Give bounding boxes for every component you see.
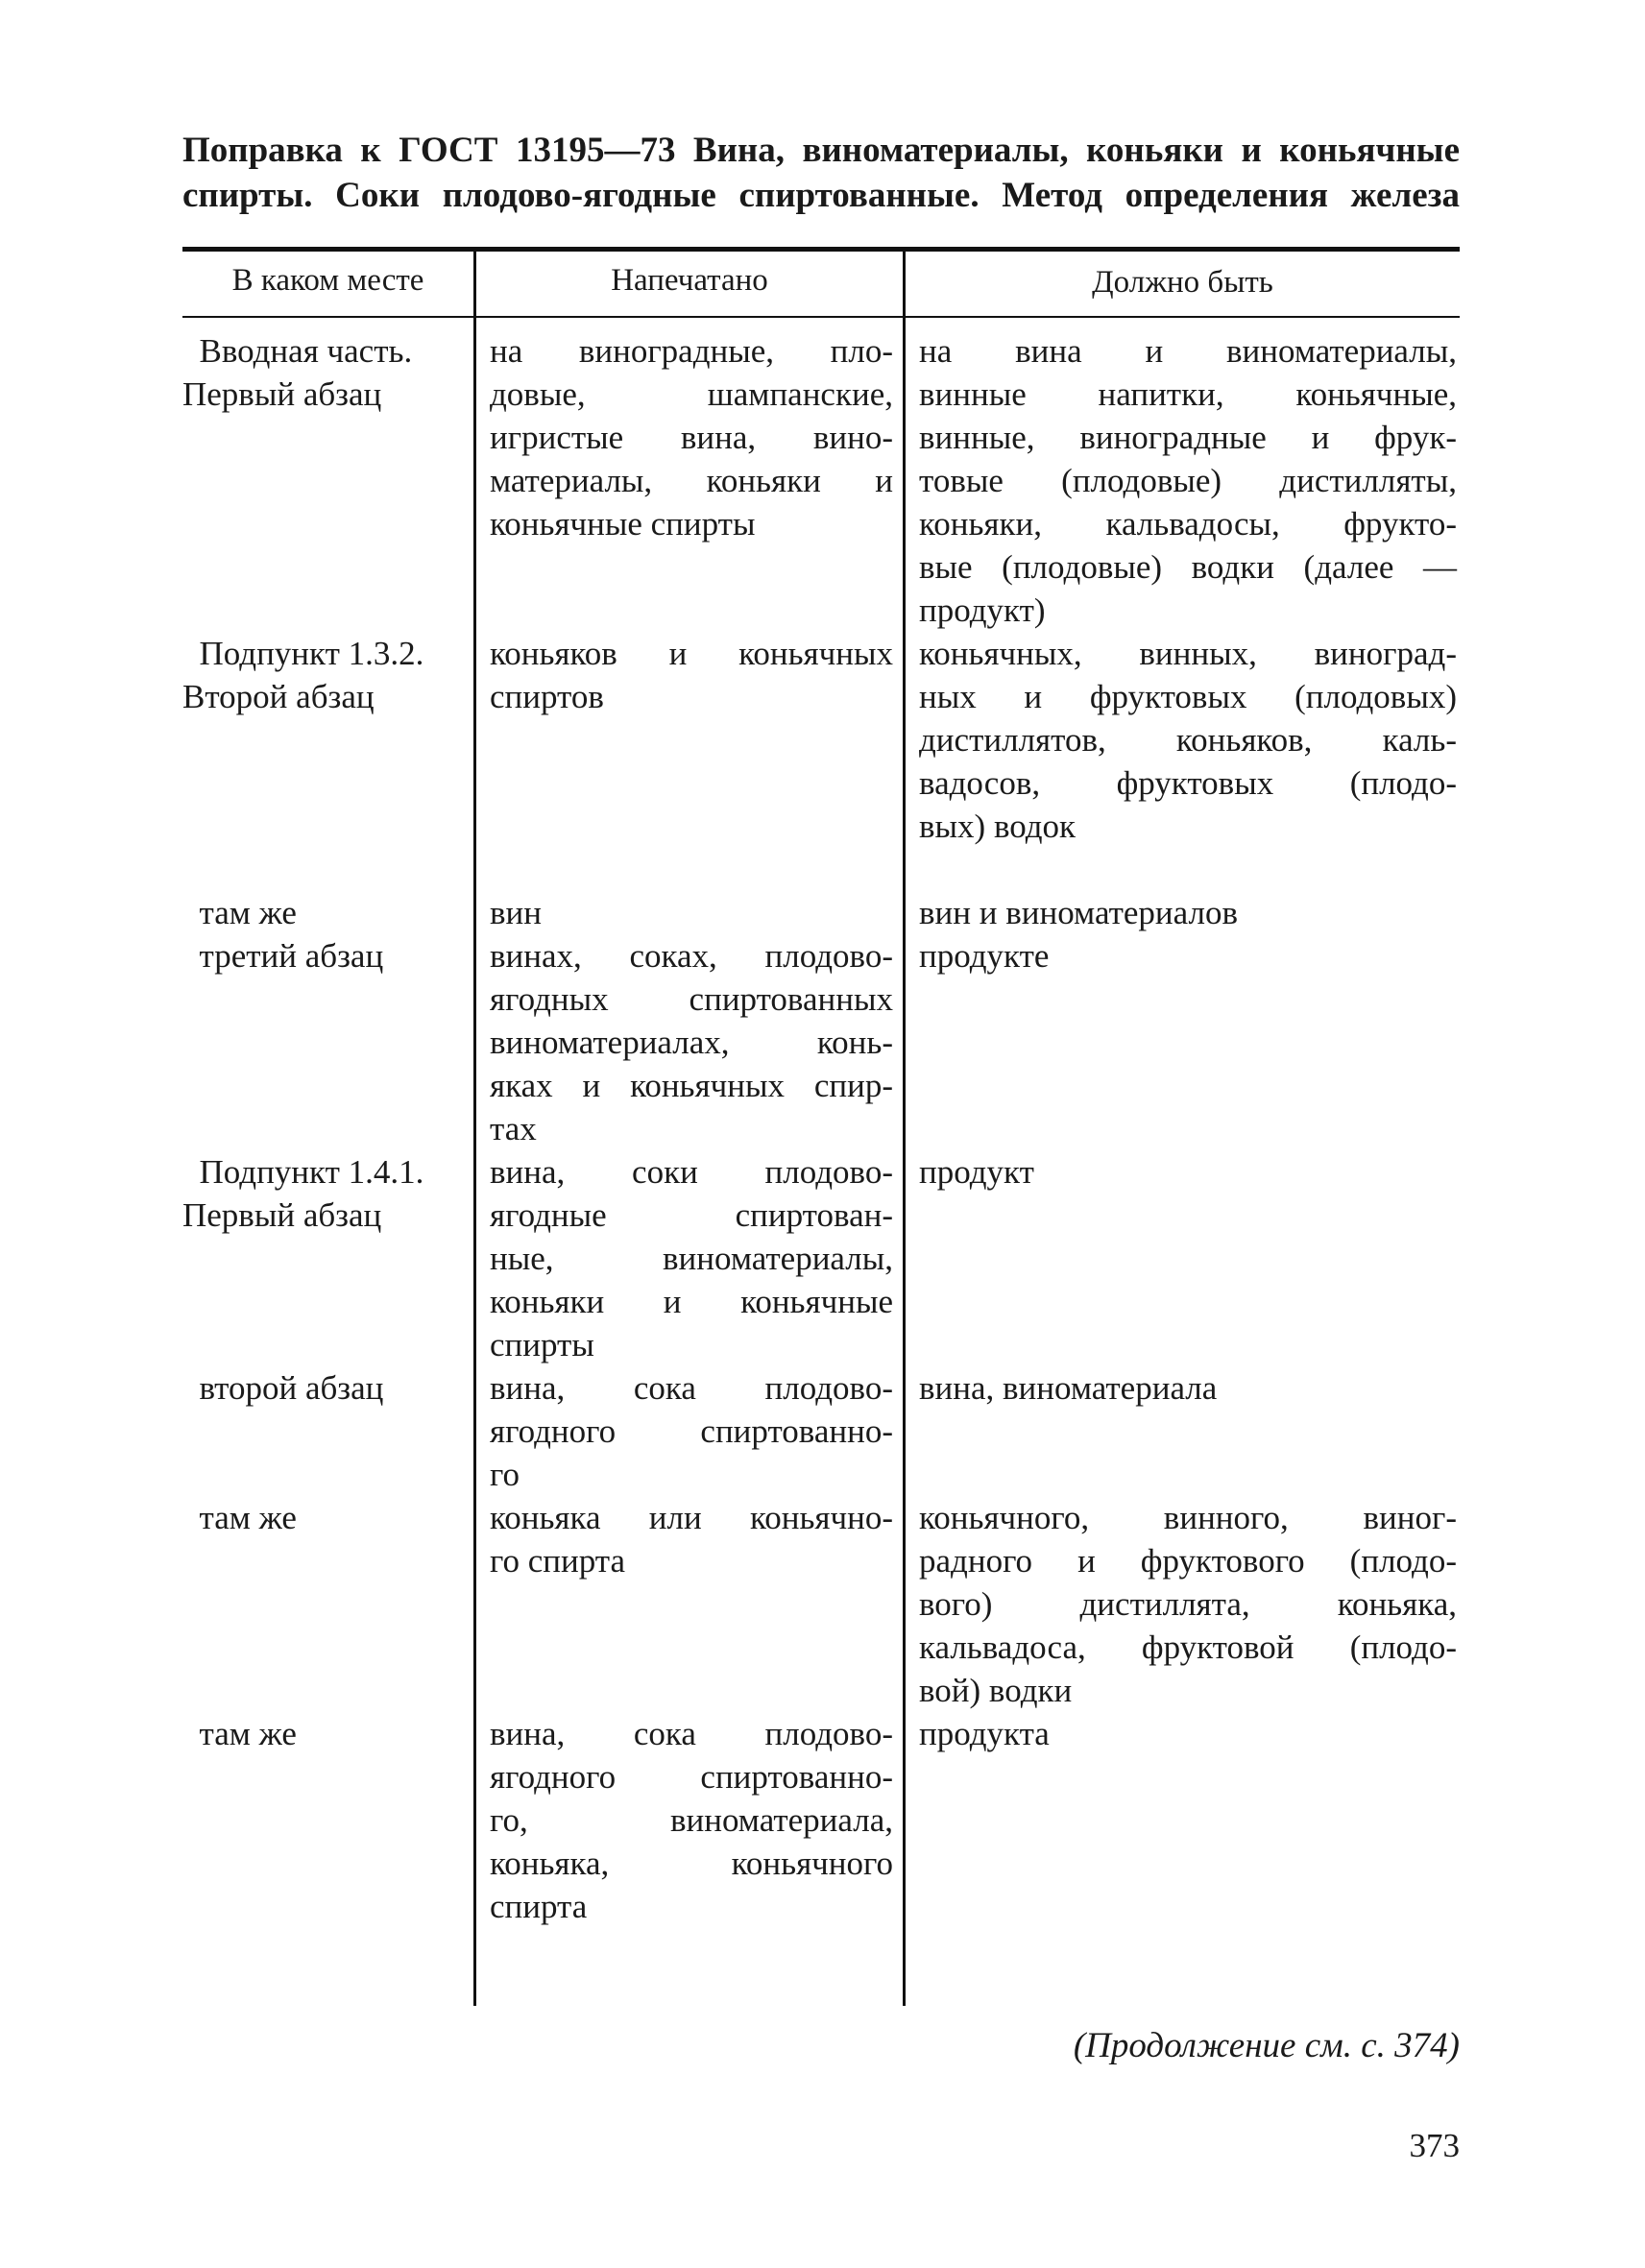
cell-line: виноматериалах, конь- — [490, 1024, 893, 1061]
cell-line: Подпункт 1.4.1. — [182, 1153, 424, 1191]
cell-should-be — [919, 1150, 1457, 1194]
cell-line: продукте — [919, 937, 1050, 975]
cell-line: Первый абзац — [182, 375, 382, 413]
cell-should-be — [919, 1366, 1457, 1410]
cell-line: спирты — [490, 1326, 594, 1363]
cell-printed — [490, 891, 893, 934]
cell-line: ягодного спиртованно- — [490, 1758, 893, 1796]
document-title: Поправка к ГОСТ 13195—73 Вина, виноматериалы, коньяки и коньячные спирты. Соки плодово-ягодные спиртованные. Метод определения железа — [182, 131, 1460, 215]
table-top-rule — [182, 247, 1460, 252]
cell-line: дистиллятов, коньяков, каль- — [919, 721, 1457, 759]
cell-line: вин и виноматериалов — [919, 894, 1238, 931]
cell-line: спирта — [490, 1888, 588, 1925]
column-divider — [903, 249, 906, 2006]
cell-line: вина, сока плодово- — [490, 1369, 893, 1407]
cell-line: второй абзац — [182, 1369, 384, 1407]
cell-line: продукта — [919, 1715, 1050, 1752]
cell-line: винные напитки, коньячные, — [919, 375, 1457, 413]
cell-line: вые (плодовые) водки (далее — — [919, 548, 1457, 586]
cell-line: третий абзац — [182, 937, 384, 975]
cell-should-be — [919, 329, 1457, 632]
cell-line: вин — [490, 894, 542, 931]
cell-line: коньяка, коньячного — [490, 1845, 893, 1882]
cell-line: винные, виноградные и фрук- — [919, 419, 1457, 456]
cell-line: коньячные спирты — [490, 505, 756, 543]
cell-place — [182, 934, 469, 977]
cell-line: вадосов, фруктовых (плодо- — [919, 764, 1457, 802]
cell-line: коньяков и коньячных — [490, 635, 893, 672]
cell-line: тах — [490, 1110, 537, 1147]
cell-line: продукт — [919, 1153, 1034, 1191]
cell-line: на вина и виноматериалы, — [919, 332, 1457, 370]
cell-place — [182, 1496, 469, 1539]
cell-line: там же — [182, 1499, 297, 1536]
cell-place — [182, 329, 469, 416]
cell-line: винах, соках, плодово- — [490, 937, 893, 975]
cell-line: кальвадоса, фруктовой (плодо- — [919, 1629, 1457, 1666]
cell-line: товые (плодовые) дистилляты, — [919, 462, 1457, 499]
cell-should-be — [919, 632, 1457, 848]
column-header-printed: Напечатано — [611, 263, 768, 298]
cell-line: ных и фруктовых (плодовых) — [919, 678, 1457, 715]
cell-should-be — [919, 1496, 1457, 1712]
cell-line: коньяка или коньячно- — [490, 1499, 893, 1536]
cell-place — [182, 1366, 469, 1410]
cell-line: коньячных, винных, виноград- — [919, 635, 1457, 672]
cell-line: довые, шампанские, — [490, 375, 893, 413]
cell-line: продукт) — [919, 591, 1046, 629]
cell-line: коньяки и коньячные — [490, 1283, 893, 1320]
cell-line: вых) водок — [919, 808, 1077, 845]
column-header-place: В каком месте — [231, 263, 424, 298]
cell-line: на виноградные, пло- — [490, 332, 893, 370]
cell-line: ные, виноматериалы, — [490, 1240, 893, 1277]
cell-printed — [490, 329, 893, 545]
cell-line: коньячного, винного, виног- — [919, 1499, 1457, 1536]
cell-place — [182, 1712, 469, 1755]
cell-printed — [490, 934, 893, 1150]
cell-printed — [490, 1712, 893, 1928]
column-header-should-be: Должно быть — [1092, 265, 1273, 300]
cell-printed — [490, 1150, 893, 1366]
cell-line: Второй абзац — [182, 678, 375, 715]
cell-should-be — [919, 1712, 1457, 1755]
cell-line: материалы, коньяки и — [490, 462, 893, 499]
cell-printed — [490, 1366, 893, 1496]
cell-place — [182, 1150, 469, 1237]
cell-printed — [490, 1496, 893, 1582]
cell-printed — [490, 632, 893, 718]
cell-line: вой) водки — [919, 1672, 1073, 1709]
cell-line: го, виноматериала, — [490, 1801, 893, 1839]
cell-line: ягодных спиртованных — [490, 980, 893, 1018]
cell-line: вина, соки плодово- — [490, 1153, 893, 1191]
continuation-note: (Продолжение см. с. 374) — [1073, 2026, 1460, 2065]
cell-line: ягодного спиртованно- — [490, 1412, 893, 1450]
cell-place — [182, 632, 469, 718]
cell-line: вина, сока плодово- — [490, 1715, 893, 1752]
cell-line: яках и коньячных спир- — [490, 1067, 893, 1104]
cell-line: вого) дистиллята, коньяка, — [919, 1585, 1457, 1623]
cell-line: Первый абзац — [182, 1196, 382, 1234]
cell-line: там же — [182, 894, 297, 931]
cell-line: Подпункт 1.3.2. — [182, 635, 424, 672]
cell-line: вина, виноматериала — [919, 1369, 1218, 1407]
table-header-rule — [182, 316, 1460, 318]
cell-line: радного и фруктового (плодо- — [919, 1542, 1457, 1580]
cell-line: коньяки, кальвадосы, фрукто- — [919, 505, 1457, 543]
cell-line: там же — [182, 1715, 297, 1752]
cell-line: го — [490, 1456, 520, 1493]
cell-should-be — [919, 934, 1457, 977]
cell-should-be — [919, 891, 1457, 934]
cell-line: Вводная часть. — [182, 332, 413, 370]
cell-line: го спирта — [490, 1542, 626, 1580]
cell-line: спиртов — [490, 678, 604, 715]
column-divider — [473, 249, 476, 2006]
cell-place — [182, 891, 469, 934]
page-number: 373 — [1409, 2127, 1460, 2164]
cell-line: игристые вина, вино- — [490, 419, 893, 456]
cell-line: ягодные спиртован- — [490, 1196, 893, 1234]
